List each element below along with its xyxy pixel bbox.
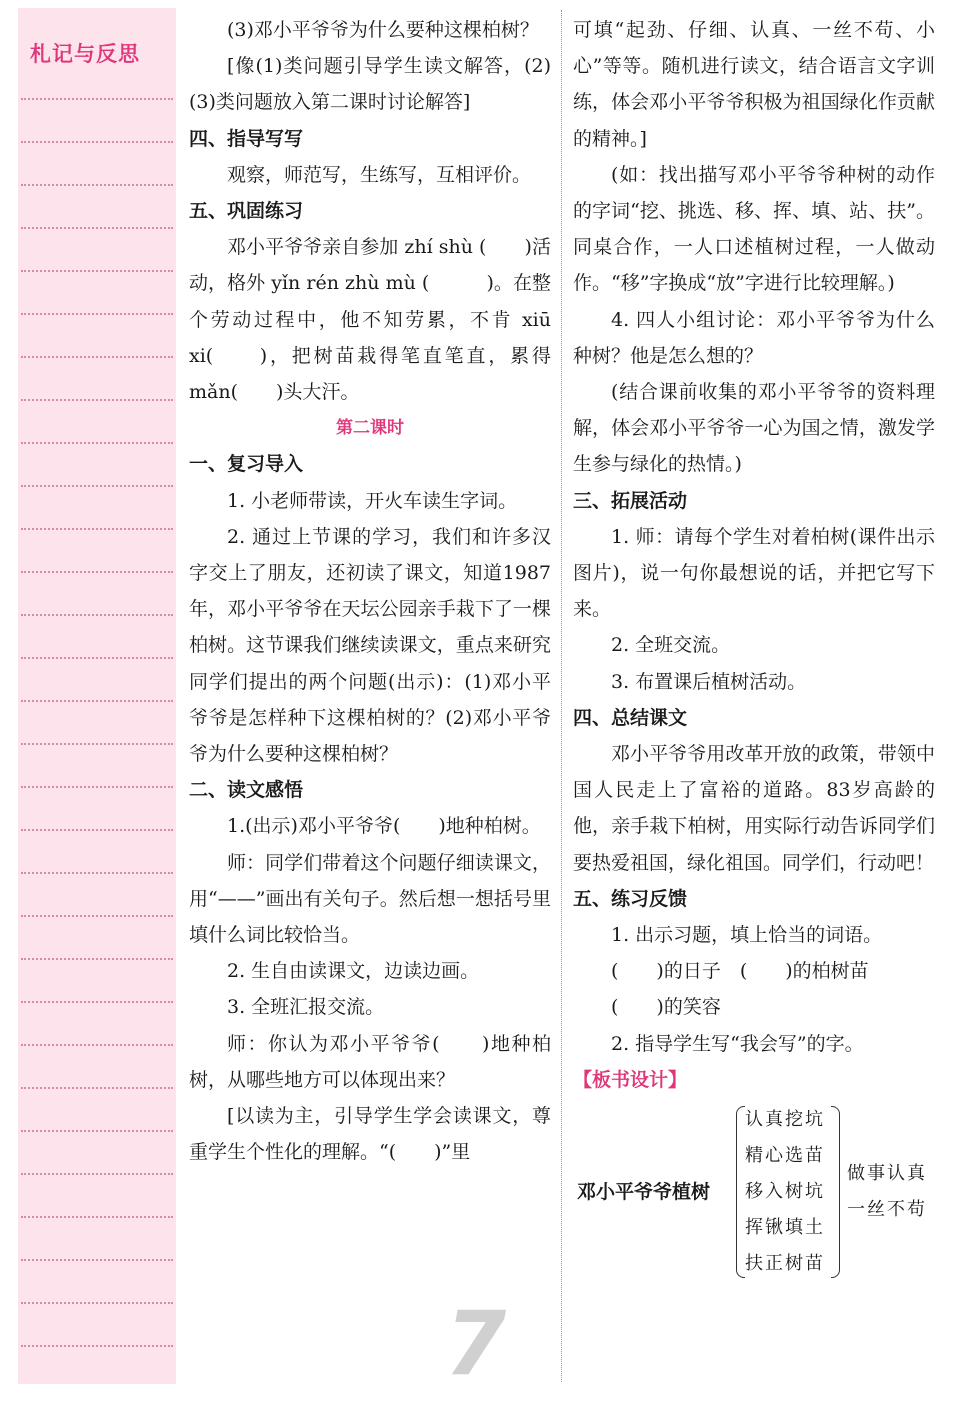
note-line bbox=[21, 227, 173, 229]
note-line bbox=[21, 184, 173, 186]
section-heading: 二、读文感悟 bbox=[189, 779, 304, 802]
section-heading: 三、拓展活动 bbox=[573, 489, 688, 512]
note-line bbox=[21, 872, 173, 874]
note-line bbox=[21, 1302, 173, 1304]
paragraph: 3. 全班汇报交流。 bbox=[227, 996, 385, 1019]
paragraph: [以读为主，引导学生学会读课文，尊重学生个性化的理解。“( )”里 bbox=[189, 1105, 551, 1164]
middle-column bbox=[189, 12, 551, 1171]
note-line bbox=[21, 1130, 173, 1132]
section-heading: 四、总结课文 bbox=[573, 706, 688, 729]
note-line bbox=[21, 141, 173, 143]
section-heading: 五、巩固练习 bbox=[189, 200, 304, 223]
board-design-heading: 【板书设计】 bbox=[573, 1068, 688, 1091]
note-line bbox=[21, 528, 173, 530]
sidebar-title: 札记与反思 bbox=[30, 42, 140, 66]
note-line bbox=[21, 786, 173, 788]
page-number: 7 bbox=[445, 1292, 507, 1395]
note-line bbox=[21, 313, 173, 315]
paragraph: 2. 生自由读课文，边读边画。 bbox=[227, 960, 480, 983]
lesson-heading: 第二课时 bbox=[336, 418, 404, 439]
right-column bbox=[573, 12, 935, 1282]
board-step: 精心选苗 bbox=[745, 1145, 825, 1167]
note-line bbox=[21, 614, 173, 616]
section-heading: 四、指导写写 bbox=[189, 127, 304, 150]
paragraph: 1. 师：请每个学生对着柏树(课件出示图片)，说一句你最想说的话，并把它写下来。 bbox=[573, 525, 935, 621]
paragraph: (3)邓小平爷爷为什么要种这棵柏树？ bbox=[227, 19, 539, 41]
section-heading: 五、练习反馈 bbox=[573, 887, 688, 910]
note-line bbox=[21, 657, 173, 659]
note-line bbox=[21, 98, 173, 100]
note-line bbox=[21, 700, 173, 702]
note-line bbox=[21, 1001, 173, 1003]
note-line bbox=[21, 743, 173, 745]
note-line bbox=[21, 270, 173, 272]
note-line bbox=[21, 1087, 173, 1089]
paragraph: 邓小平爷爷用改革开放的政策，带领中国人民走上了富裕的道路。83岁高龄的他，亲手栽下柏树，用实际行动告诉同学们要热爱祖国，绿化祖国。同学们，行动吧！ bbox=[573, 743, 935, 874]
board-step: 认真挖坑 bbox=[745, 1109, 825, 1131]
paragraph: (如：找出描写邓小平爷爷种树的动作的字词“挖、挑选、移、挥、填、站、扶”。同桌合作，一人口述植树过程，一人做动作。“移”字换成“放”字进行比较理解。) bbox=[573, 163, 935, 295]
note-line bbox=[21, 1345, 173, 1347]
paragraph: (结合课前收集的邓小平爷爷的资料理解，体会邓小平爷爷一心为国之情，激发学生参与绿化的热情。) bbox=[573, 381, 935, 476]
note-line bbox=[21, 1044, 173, 1046]
paragraph: 1.(出示)邓小平爷爷( )地种柏树。 bbox=[227, 815, 541, 838]
paragraph: 1. 小老师带读，开火车读生字词。 bbox=[227, 489, 518, 512]
board-step: 扶正树苗 bbox=[745, 1253, 825, 1275]
board-main-topic: 邓小平爷爷植树 bbox=[577, 1181, 711, 1204]
note-line bbox=[21, 442, 173, 444]
note-line bbox=[21, 485, 173, 487]
paragraph: 师：同学们带着这个问题仔细读课文，用“——”画出有关句子。然后想一想括号里填什么词比较恰当。 bbox=[189, 851, 551, 947]
paragraph: ( )的笑容 bbox=[611, 996, 721, 1019]
exercise-paragraph: 邓小平爷爷亲自参加 zhí shù ( )活动，格外 yǐn rén zhù mù ( )。在整个劳动过程中，他不知劳累，不肯 xiū xi( )，把树苗栽得笔直笔直，累得 mǎn( )头大汗。 bbox=[189, 236, 551, 404]
note-line bbox=[21, 829, 173, 831]
note-line bbox=[21, 571, 173, 573]
board-result: 做事认真 bbox=[847, 1163, 927, 1185]
note-line bbox=[21, 1173, 173, 1175]
paragraph: [像(1)类问题引导学生读文解答，(2)(3)类问题放入第二课时讨论解答] bbox=[189, 55, 551, 114]
section-heading: 一、复习导入 bbox=[189, 453, 304, 476]
paragraph: 4. 四人小组讨论：邓小平爷爷为什么种树？他是怎么想的？ bbox=[573, 308, 935, 367]
note-line bbox=[21, 1259, 173, 1261]
note-line bbox=[21, 399, 173, 401]
paragraph: 师：你认为邓小平爷爷( )地种柏树，从哪些地方可以体现出来？ bbox=[189, 1032, 551, 1091]
board-step: 移入树坑 bbox=[745, 1181, 825, 1203]
board-result: 一丝不苟 bbox=[847, 1199, 927, 1221]
paragraph: ( )的日子 ( )的柏树苗 bbox=[611, 960, 869, 983]
paragraph: 3. 布置课后植树活动。 bbox=[611, 670, 807, 693]
blackboard-design bbox=[573, 1102, 935, 1282]
paragraph: 1. 出示习题，填上恰当的词语。 bbox=[611, 924, 883, 947]
note-line bbox=[21, 356, 173, 358]
paragraph: 2. 通过上节课的学习，我们和许多汉字交上了朋友，还初读了课文，知道1987年，邓小平爷爷在天坛公园亲手栽下了一棵柏树。这节课我们继续读课文，重点来研究同学们提出的两个问题(出示)：(1)邓小平爷爷是怎样种下这棵柏树的？(2)邓小平爷爷为什么要种这棵柏树？ bbox=[189, 525, 551, 766]
paragraph: 2. 全班交流。 bbox=[611, 634, 731, 657]
note-line bbox=[21, 915, 173, 917]
note-line bbox=[21, 1216, 173, 1218]
board-step: 挥锹填土 bbox=[745, 1217, 825, 1239]
note-line bbox=[21, 958, 173, 960]
right-brace bbox=[831, 1106, 840, 1278]
left-brace bbox=[736, 1106, 745, 1278]
notes-sidebar bbox=[18, 8, 176, 1384]
paragraph: 2. 指导学生写“我会写”的字。 bbox=[611, 1032, 864, 1055]
column-divider bbox=[561, 10, 562, 1382]
paragraph: 可填“起劲、仔细、认真、一丝不苟、小心”等等。随机进行读文，结合语言文字训练，体会邓小平爷爷积极为祖国绿化作贡献的精神。] bbox=[573, 19, 935, 150]
paragraph: 观察，师范写，生练写，互相评价。 bbox=[227, 163, 532, 186]
